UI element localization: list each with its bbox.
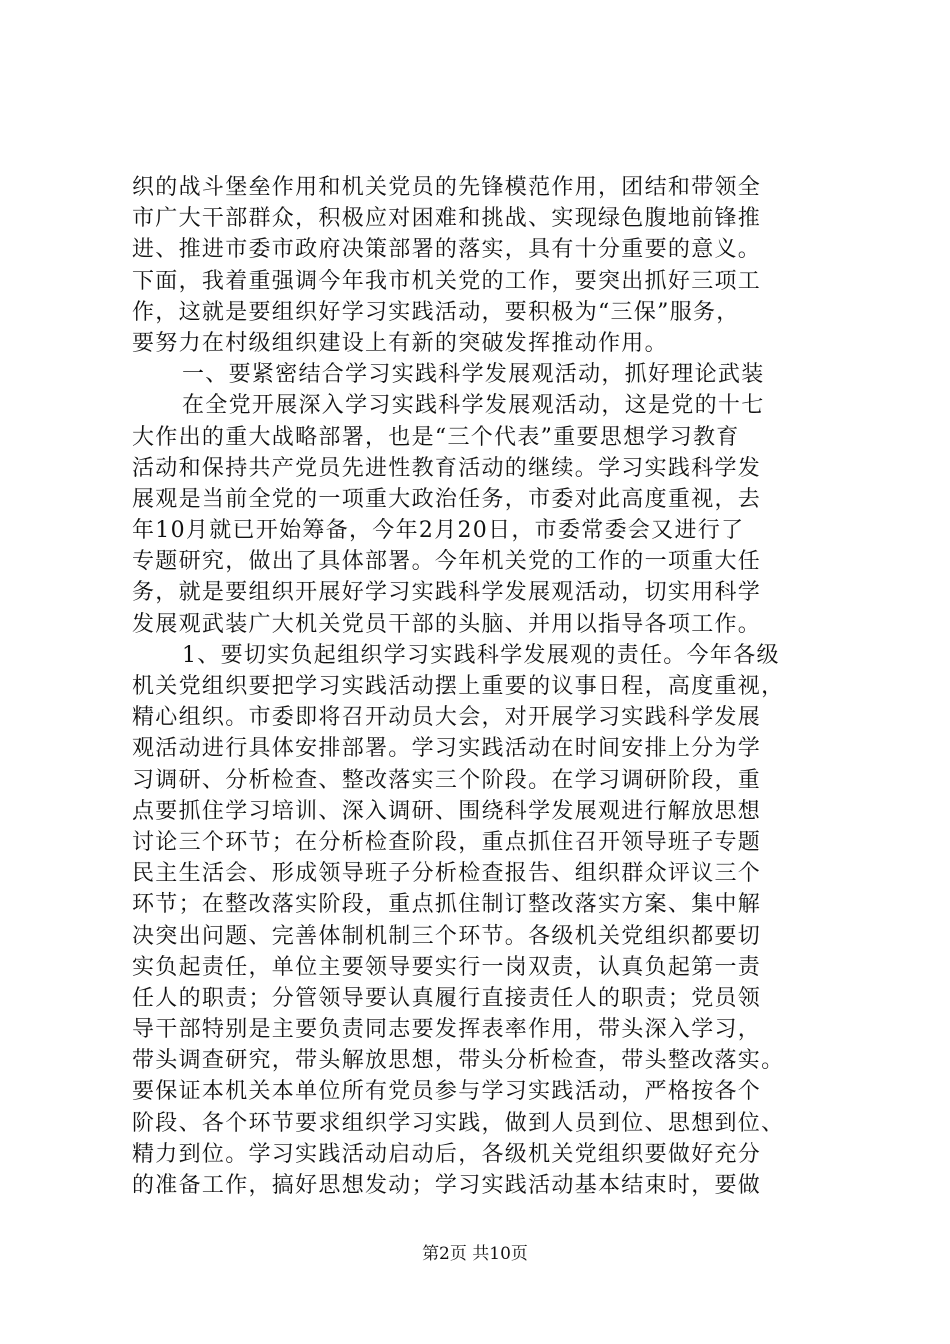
text-line: 实负起责任，单位主要领导要实行一岗双责，认真负起第一责 — [132, 954, 762, 980]
text-line: 作，这就是要组织好学习实践活动，要积极为“三保”服务， — [132, 299, 740, 325]
body-text — [132, 172, 852, 1201]
text-line: 进、推进市委市政府决策部署的落实，具有十分重要的意义。 — [132, 237, 762, 263]
text-line: 务，就是要组织开展好学习实践科学发展观活动，切实用科学 — [132, 580, 762, 606]
text-line: 机关党组织要把学习实践活动摆上重要的议事日程，高度重视， — [132, 674, 785, 699]
paragraph-start: 在全党开展深入学习实践科学发展观活动，这是党的十七 — [182, 393, 765, 419]
text-line: 环节；在整改落实阶段，重点抓住制订整改落实方案、集中解 — [132, 892, 762, 918]
page-indicator: 第2页 共10页 — [422, 1244, 528, 1264]
text-line: 专题研究，做出了具体部署。今年机关党的工作的一项重大任 — [132, 549, 762, 575]
text-line: 导干部特别是主要负责同志要发挥表率作用，带头深入学习， — [132, 1017, 762, 1043]
text-line: 精心组织。市委即将召开动员大会，对开展学习实践科学发展 — [132, 705, 762, 731]
text-line: 展观是当前全党的一项重大政治任务，市委对此高度重视，去 — [132, 486, 762, 512]
text-line: 观活动进行具体安排部署。学习实践活动在时间安排上分为学 — [132, 736, 762, 762]
text-line: 民主生活会、形成领导班子分析检查报告、组织群众评议三个 — [132, 861, 762, 887]
text-line: 讨论三个环节；在分析检查阶段，重点抓住召开领导班子专题 — [132, 829, 762, 855]
text-line: 发展观武装广大机关党员干部的头脑、并用以指导各项工作。 — [132, 611, 762, 637]
text-line: 要努力在村级组织建设上有新的突破发挥推动作用。 — [132, 330, 668, 356]
text-line: 织的战斗堡垒作用和机关党员的先锋模范作用，团结和带领全 — [132, 175, 762, 200]
text-line: 年10月就已开始筹备，今年2月20日，市委常委会又进行了 — [132, 518, 745, 544]
text-line: 的准备工作，搞好思想发动；学习实践活动基本结束时，要做 — [132, 1173, 762, 1198]
section-heading: 一、要紧密结合学习实践科学发展观活动，抓好理论武装 — [182, 362, 765, 388]
text-line: 带头调查研究，带头解放思想，带头分析检查，带头整改落实。 — [132, 1048, 785, 1074]
paragraph-start: 1、要切实负起组织学习实践科学发展观的责任。今年各级 — [182, 642, 780, 668]
text-line: 任人的职责；分管领导要认真履行直接责任人的职责；党员领 — [132, 985, 762, 1011]
text-line: 市广大干部群众，积极应对困难和挑战、实现绿色腹地前锋推 — [132, 206, 762, 232]
text-line: 决突出问题、完善体制机制三个环节。各级机关党组织都要切 — [132, 923, 762, 949]
text-line: 点要抓住学习培训、深入调研、围绕科学发展观进行解放思想 — [132, 798, 762, 824]
text-line: 阶段、各个环节要求组织学习实践，做到人员到位、思想到位、 — [132, 1110, 785, 1136]
text-line: 习调研、分析检查、整改落实三个阶段。在学习调研阶段，重 — [132, 767, 762, 793]
text-line: 要保证本机关本单位所有党员参与学习实践活动，严格按各个 — [132, 1079, 762, 1105]
text-line: 大作出的重大战略部署，也是“三个代表”重要思想学习教育 — [132, 424, 740, 450]
text-line: 活动和保持共产党员先进性教育活动的继续。学习实践科学发 — [132, 455, 762, 481]
page-footer — [0, 1242, 950, 1266]
text-line: 下面，我着重强调今年我市机关党的工作，要突出抓好三项工 — [132, 268, 762, 294]
text-line: 精力到位。学习实践活动启动后，各级机关党组织要做好充分 — [132, 1141, 762, 1167]
